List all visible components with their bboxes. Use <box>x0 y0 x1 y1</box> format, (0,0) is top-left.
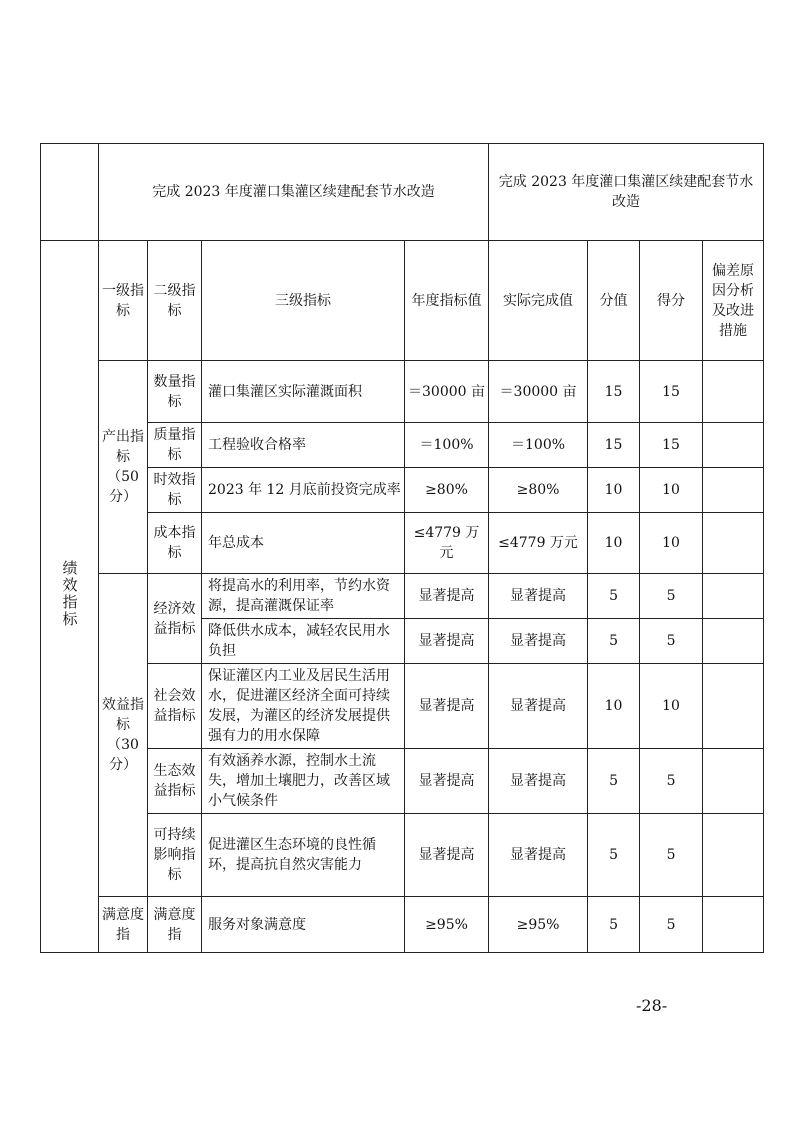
level3-cell: 2023 年 12 月底前投资完成率 <box>202 468 405 513</box>
got-cell: 5 <box>640 814 703 897</box>
col-score: 分值 <box>588 241 640 361</box>
level2-cell: 时效指标 <box>148 468 202 513</box>
score-cell: 15 <box>588 423 640 468</box>
col-deviation: 偏差原因分析及改进措施 <box>703 241 764 361</box>
note-cell <box>703 897 764 953</box>
target-cell: ＝100% <box>405 423 489 468</box>
performance-table <box>40 143 764 953</box>
score-cell: 15 <box>588 361 640 423</box>
level2-cell: 成本指标 <box>148 513 202 574</box>
actual-cell: ≥80% <box>489 468 588 513</box>
got-cell: 5 <box>640 749 703 814</box>
group-output: 产出指标（50 分） <box>99 361 148 574</box>
side-label-cell <box>41 241 99 953</box>
note-cell <box>703 574 764 619</box>
note-cell <box>703 423 764 468</box>
level2-cell: 满意度指 <box>148 897 202 953</box>
level2-cell: 社会效益指标 <box>148 664 202 749</box>
table-row <box>41 897 764 953</box>
target-cell: ≤4779 万元 <box>405 513 489 574</box>
note-cell <box>703 361 764 423</box>
level3-cell: 保证灌区内工业及居民生活用水，促进灌区经济全面可持续发展，为灌区的经济发展提供强有力的用水保障 <box>202 664 405 749</box>
got-cell: 10 <box>640 513 703 574</box>
target-cell: 显著提高 <box>405 814 489 897</box>
target-cell: 显著提高 <box>405 619 489 664</box>
group-satisfaction: 满意度指 <box>99 897 148 953</box>
column-header-row <box>41 241 764 361</box>
level2-cell: 数量指标 <box>148 361 202 423</box>
col-got: 得分 <box>640 241 703 361</box>
score-cell: 5 <box>588 619 640 664</box>
table-row <box>41 664 764 749</box>
note-cell <box>703 814 764 897</box>
target-cell: ＝30000 亩 <box>405 361 489 423</box>
got-cell: 5 <box>640 574 703 619</box>
got-cell: 15 <box>640 423 703 468</box>
table-row <box>41 513 764 574</box>
side-label: 绩效指标 <box>60 559 79 628</box>
actual-cell: 显著提高 <box>489 619 588 664</box>
actual-cell: 显著提高 <box>489 814 588 897</box>
target-cell: 显著提高 <box>405 664 489 749</box>
score-cell: 10 <box>588 513 640 574</box>
target-cell: ≥95% <box>405 897 489 953</box>
note-cell <box>703 619 764 664</box>
got-cell: 15 <box>640 361 703 423</box>
col-level1: 一级指标 <box>99 241 148 361</box>
score-cell: 5 <box>588 574 640 619</box>
level3-cell: 降低供水成本，减轻农民用水负担 <box>202 619 405 664</box>
col-level2: 二级指标 <box>148 241 202 361</box>
note-cell <box>703 468 764 513</box>
target-left-cell: 完成 2023 年度灌口集灌区续建配套节水改造 <box>99 144 489 241</box>
actual-cell: 显著提高 <box>489 749 588 814</box>
col-annual-target: 年度指标值 <box>405 241 489 361</box>
score-cell: 5 <box>588 814 640 897</box>
header-row <box>41 144 764 241</box>
got-cell: 10 <box>640 664 703 749</box>
level3-cell: 将提高水的利用率，节约水资源，提高灌溉保证率 <box>202 574 405 619</box>
target-cell: ≥80% <box>405 468 489 513</box>
level3-cell: 服务对象满意度 <box>202 897 405 953</box>
table-row <box>41 361 764 423</box>
actual-cell: ＝30000 亩 <box>489 361 588 423</box>
note-cell <box>703 513 764 574</box>
actual-cell: ≥95% <box>489 897 588 953</box>
header-blank-cell <box>41 144 99 241</box>
got-cell: 5 <box>640 897 703 953</box>
level3-cell: 年总成本 <box>202 513 405 574</box>
actual-cell: ＝100% <box>489 423 588 468</box>
actual-cell: 显著提高 <box>489 664 588 749</box>
col-actual: 实际完成值 <box>489 241 588 361</box>
actual-cell: 显著提高 <box>489 574 588 619</box>
actual-cell: ≤4779 万元 <box>489 513 588 574</box>
level2-cell: 生态效益指标 <box>148 749 202 814</box>
col-level3: 三级指标 <box>202 241 405 361</box>
table-row <box>41 423 764 468</box>
got-cell: 10 <box>640 468 703 513</box>
level3-cell: 有效涵养水源，控制水土流失，增加土壤肥力，改善区域小气候条件 <box>202 749 405 814</box>
target-cell: 显著提高 <box>405 749 489 814</box>
table-row <box>41 468 764 513</box>
table-row <box>41 814 764 897</box>
level2-cell: 质量指标 <box>148 423 202 468</box>
got-cell: 5 <box>640 619 703 664</box>
table-row <box>41 749 764 814</box>
level3-cell: 灌口集灌区实际灌溉面积 <box>202 361 405 423</box>
target-right-cell: 完成 2023 年度灌口集灌区续建配套节水改造 <box>489 144 764 241</box>
page-number: -28- <box>636 996 668 1015</box>
score-cell: 10 <box>588 468 640 513</box>
note-cell <box>703 664 764 749</box>
group-benefit: 效益指标（30 分） <box>99 574 148 897</box>
level3-cell: 促进灌区生态环境的良性循环，提高抗自然灾害能力 <box>202 814 405 897</box>
score-cell: 10 <box>588 664 640 749</box>
level2-cell: 可持续影响指标 <box>148 814 202 897</box>
level2-cell: 经济效益指标 <box>148 574 202 664</box>
score-cell: 5 <box>588 897 640 953</box>
note-cell <box>703 749 764 814</box>
score-cell: 5 <box>588 749 640 814</box>
table-row <box>41 574 764 619</box>
target-cell: 显著提高 <box>405 574 489 619</box>
level3-cell: 工程验收合格率 <box>202 423 405 468</box>
